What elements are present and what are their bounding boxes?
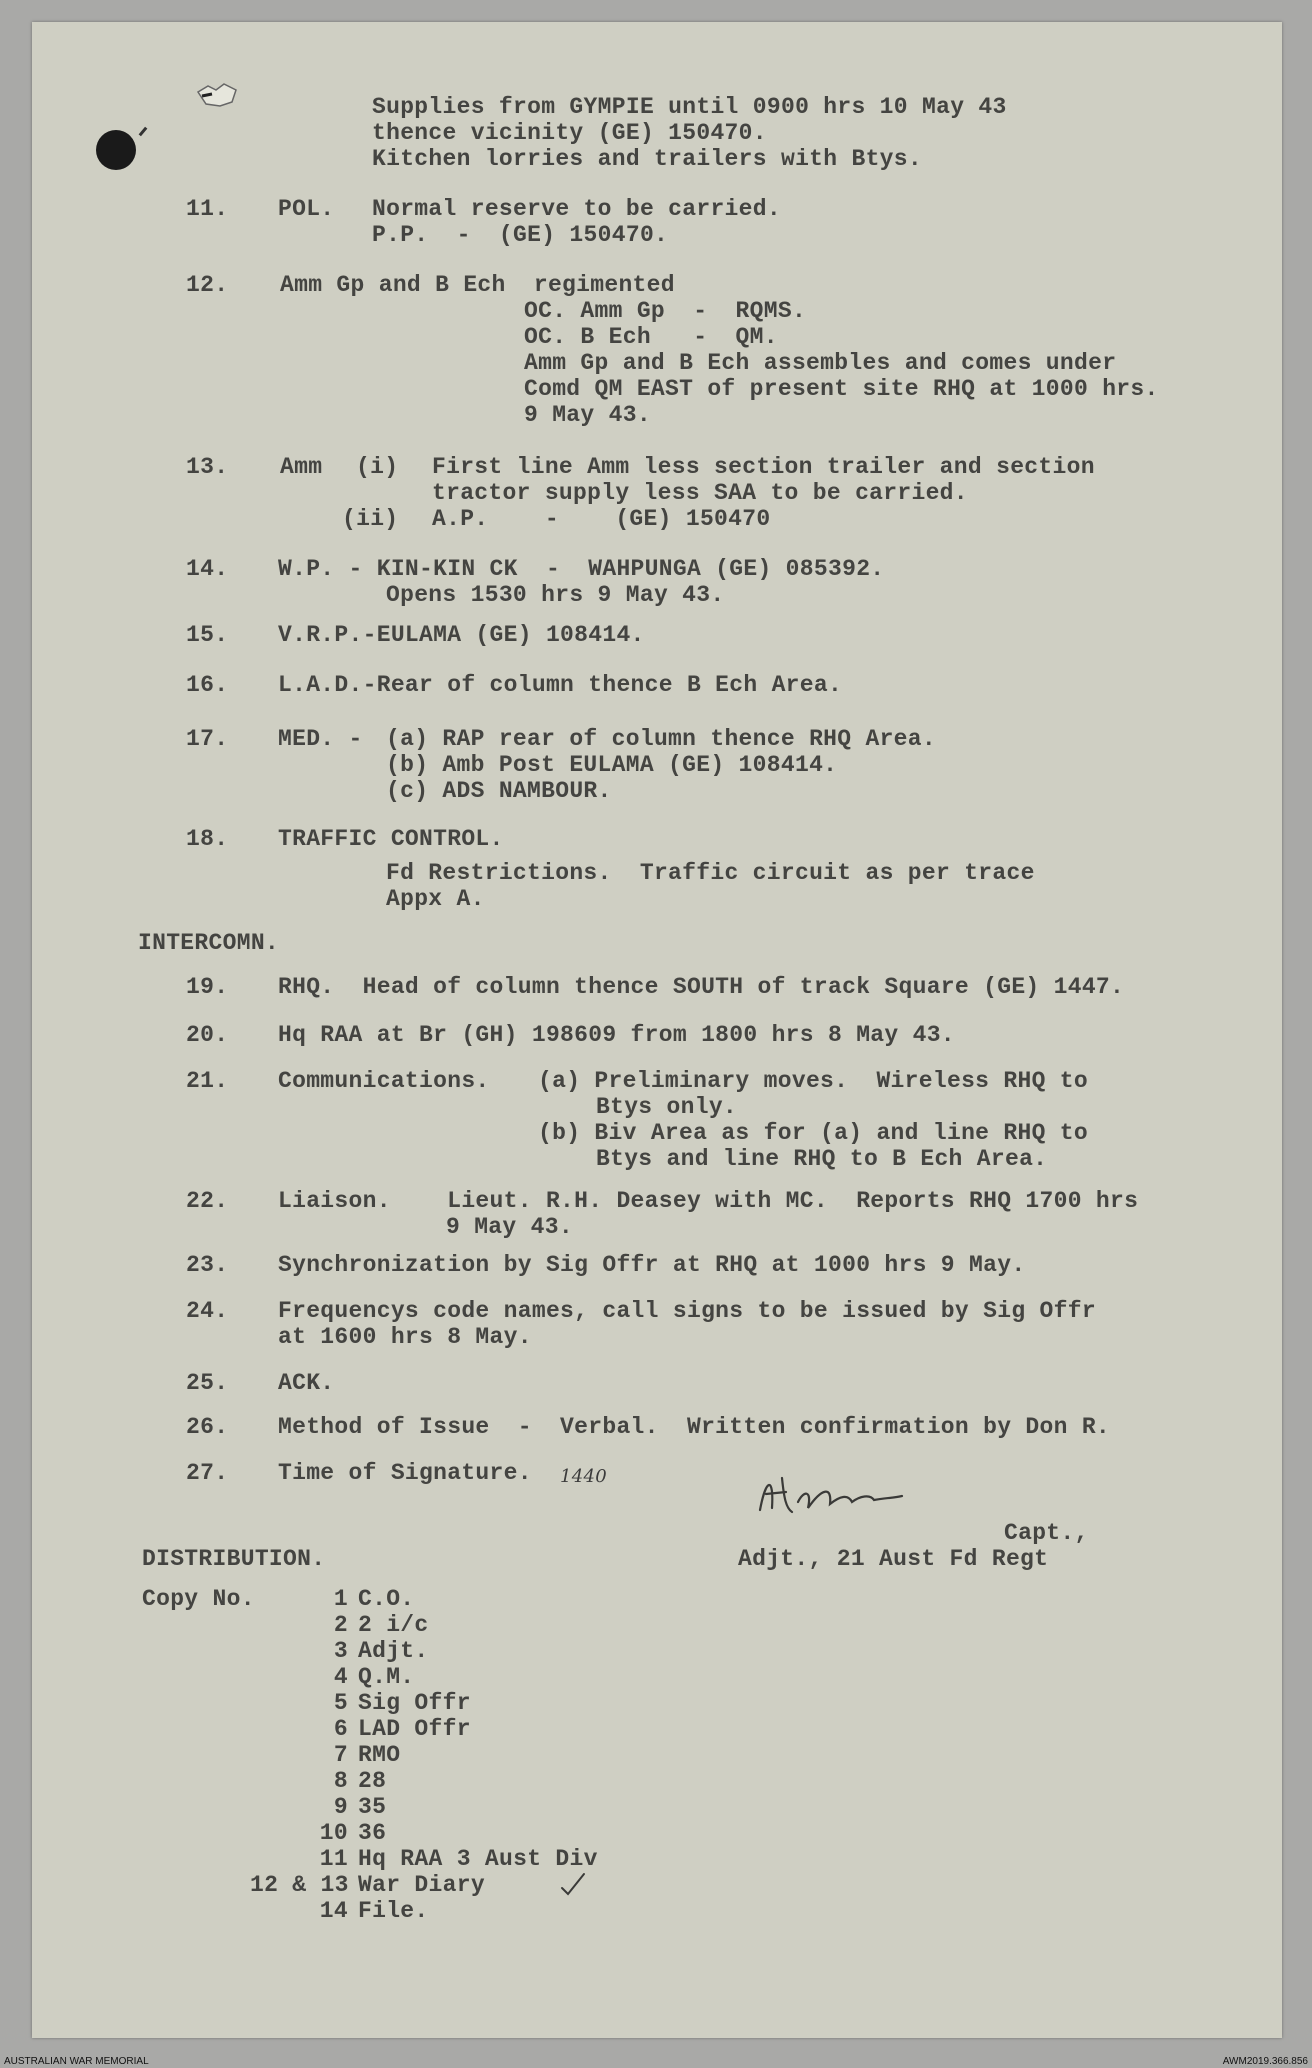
signature-appointment: Adjt., 21 Aust Fd Regt: [738, 1546, 1049, 1572]
copy-recipient: Sig Offr: [358, 1690, 471, 1716]
copy-number: 12 & 13: [250, 1872, 349, 1898]
copy-number: 6: [333, 1716, 348, 1742]
para-number: 24.: [186, 1298, 229, 1324]
para-text: OC. B Ech - QM.: [524, 324, 778, 350]
archive-credit: AUSTRALIAN WAR MEMORIAL: [4, 2056, 149, 2067]
para-number: 11.: [186, 196, 229, 222]
supplies-line-2: thence vicinity (GE) 150470.: [372, 120, 767, 146]
para-text: Normal reserve to be carried.: [372, 196, 781, 222]
para-text: Amm Gp and B Ech assembles and comes under: [524, 350, 1117, 376]
para-text: (b) Biv Area as for (a) and line RHQ to: [538, 1120, 1088, 1146]
distribution-heading: DISTRIBUTION.: [142, 1546, 326, 1572]
para-text: W.P. - KIN-KIN CK - WAHPUNGA (GE) 085392.: [278, 556, 885, 582]
para-title: TRAFFIC CONTROL.: [278, 826, 504, 852]
para-text: Btys and line RHQ to B Ech Area.: [596, 1146, 1048, 1172]
para-number: 12.: [186, 272, 229, 298]
section-heading: INTERCOMN.: [138, 930, 280, 956]
para-title: Amm: [280, 454, 323, 480]
supplies-line-3: Kitchen lorries and trailers with Btys.: [372, 146, 922, 172]
copy-recipient: 28: [358, 1768, 387, 1794]
para-text: ACK.: [278, 1370, 335, 1396]
check-mark-icon: [558, 1870, 588, 1898]
copy-number: 5: [333, 1690, 348, 1716]
para-title: POL.: [278, 196, 335, 222]
para-text: Comd QM EAST of present site RHQ at 1000 hrs.: [524, 376, 1159, 402]
copy-recipient: War Diary: [358, 1872, 485, 1898]
signature-rank: Capt.,: [1004, 1520, 1089, 1546]
copy-recipient: File.: [358, 1898, 429, 1924]
copy-number: 9: [333, 1794, 348, 1820]
para-text: OC. Amm Gp - RQMS.: [524, 298, 807, 324]
para-title: Communications.: [278, 1068, 490, 1094]
para-text: Time of Signature.: [278, 1460, 532, 1486]
para-number: 21.: [186, 1068, 229, 1094]
copy-number-label: Copy No.: [142, 1586, 255, 1612]
para-text: Appx A.: [386, 886, 485, 912]
copy-number: 14: [319, 1898, 348, 1924]
para-text: (c) ADS NAMBOUR.: [386, 778, 612, 804]
para-text: Hq RAA at Br (GH) 198609 from 1800 hrs 8 May 43.: [278, 1022, 955, 1048]
para-text: 9 May 43.: [446, 1214, 573, 1240]
para-text: Frequencys code names, call signs to be issued by Sig Offr: [278, 1298, 1096, 1324]
copy-number: 11: [319, 1846, 348, 1872]
torn-paper-mark: [196, 82, 240, 110]
para-number: 20.: [186, 1022, 229, 1048]
para-number: 18.: [186, 826, 229, 852]
para-text: (a) Preliminary moves. Wireless RHQ to: [538, 1068, 1088, 1094]
para-title: MED. -: [278, 726, 363, 752]
para-number: 15.: [186, 622, 229, 648]
para-text: A.P. - (GE) 150470: [432, 506, 771, 532]
copy-number: 1: [333, 1586, 348, 1612]
copy-number: 3: [333, 1638, 348, 1664]
copy-recipient: RMO: [358, 1742, 401, 1768]
copy-number: 2: [333, 1612, 348, 1638]
archive-reference: AWM2019.366.856: [1222, 2056, 1308, 2067]
copy-recipient: C.O.: [358, 1586, 415, 1612]
para-text: Method of Issue - Verbal. Written confirmation by Don R.: [278, 1414, 1111, 1440]
copy-number: 4: [333, 1664, 348, 1690]
para-number: 25.: [186, 1370, 229, 1396]
para-text: (b) Amb Post EULAMA (GE) 108414.: [386, 752, 838, 778]
para-text: Synchronization by Sig Offr at RHQ at 1000 hrs 9 May.: [278, 1252, 1026, 1278]
para-text: Liaison. Lieut. R.H. Deasey with MC. Reports RHQ 1700 hrs: [278, 1188, 1139, 1214]
copy-number: 7: [333, 1742, 348, 1768]
para-text: (a) RAP rear of column thence RHQ Area.: [386, 726, 936, 752]
ink-mark: [139, 127, 148, 137]
para-text: Opens 1530 hrs 9 May 43.: [386, 582, 725, 608]
para-text: First line Amm less section trailer and section: [432, 454, 1095, 480]
copy-number: 10: [319, 1820, 348, 1846]
para-number: 19.: [186, 974, 229, 1000]
copy-recipient: Q.M.: [358, 1664, 415, 1690]
para-number: 16.: [186, 672, 229, 698]
copy-recipient: 35: [358, 1794, 387, 1820]
para-text: RHQ. Head of column thence SOUTH of track Square (GE) 1447.: [278, 974, 1125, 1000]
copy-recipient: LAD Offr: [358, 1716, 471, 1742]
supplies-line-1: Supplies from GYMPIE until 0900 hrs 10 May 43: [372, 94, 1007, 120]
para-number: 22.: [186, 1188, 229, 1214]
para-text: L.A.D.-Rear of column thence B Ech Area.: [278, 672, 843, 698]
para-number: 26.: [186, 1414, 229, 1440]
signature-scribble: [752, 1468, 922, 1528]
para-text: Fd Restrictions. Traffic circuit as per trace: [386, 860, 1035, 886]
para-number: 17.: [186, 726, 229, 752]
para-number: 14.: [186, 556, 229, 582]
para-text: V.R.P.-EULAMA (GE) 108414.: [278, 622, 645, 648]
para-number: 27.: [186, 1460, 229, 1486]
copy-number: 8: [333, 1768, 348, 1794]
para-text: at 1600 hrs 8 May.: [278, 1324, 532, 1350]
para-text: P.P. - (GE) 150470.: [372, 222, 669, 248]
punch-hole: [96, 130, 136, 170]
sub-label: (ii): [342, 506, 399, 532]
copy-recipient: Hq RAA 3 Aust Div: [358, 1846, 598, 1872]
para-number: 23.: [186, 1252, 229, 1278]
para-number: 13.: [186, 454, 229, 480]
copy-recipient: Adjt.: [358, 1638, 429, 1664]
para-text: 9 May 43.: [524, 402, 651, 428]
copy-recipient: 2 i/c: [358, 1612, 429, 1638]
sub-label: (i): [356, 454, 399, 480]
copy-recipient: 36: [358, 1820, 387, 1846]
para-text: Btys only.: [596, 1094, 738, 1120]
handwritten-time: 1440: [560, 1466, 608, 1487]
para-title: Amm Gp and B Ech regimented: [280, 272, 675, 298]
para-text: tractor supply less SAA to be carried.: [432, 480, 968, 506]
